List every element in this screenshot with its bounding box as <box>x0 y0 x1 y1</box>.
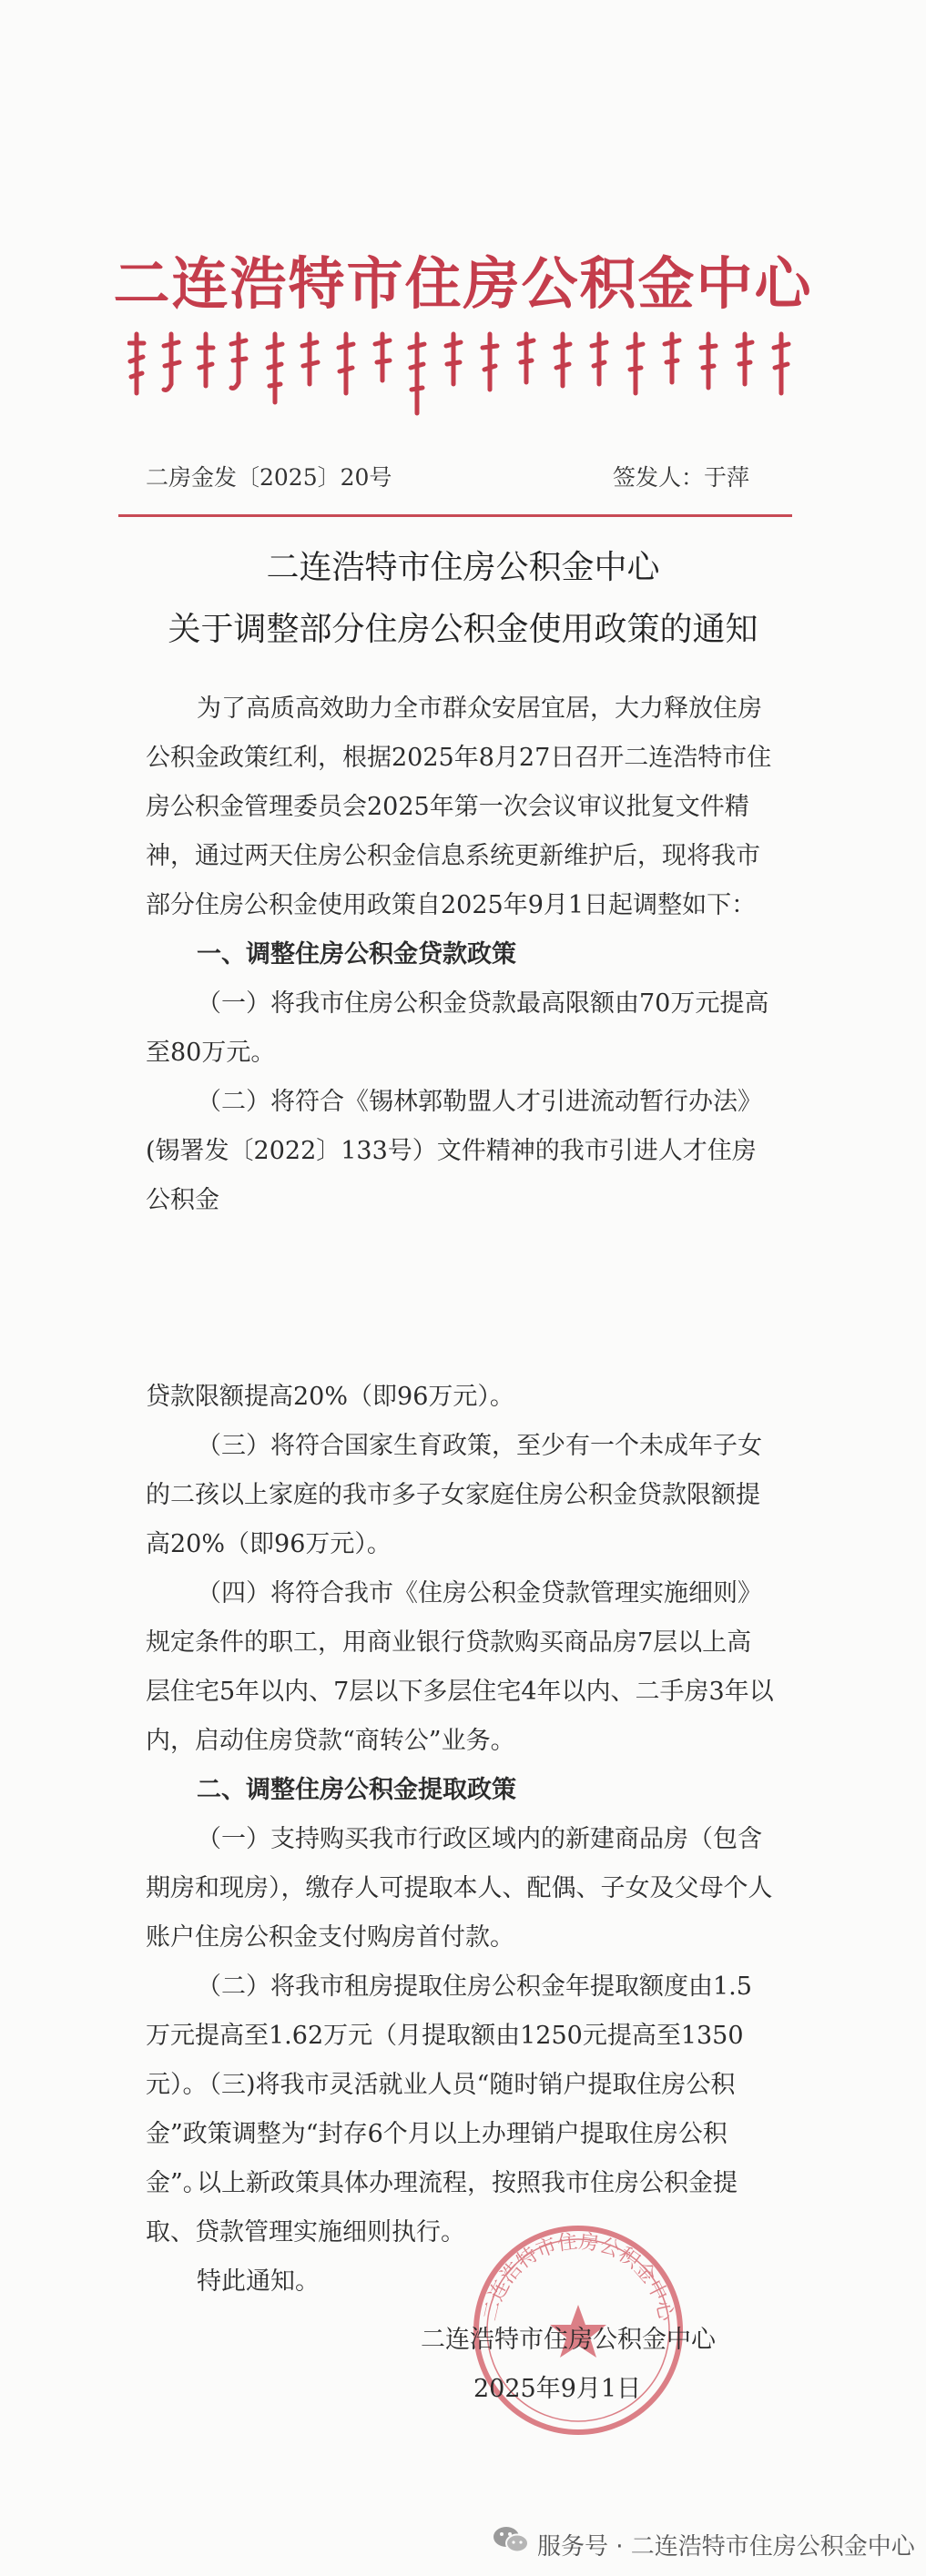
section2-item1: （一）支持购买我市行政区域内的新建商品房（包含期房和现房），缴存人可提取本人、配偶、子女及父母个人账户住房公积金支付购房首付款。 <box>146 1825 773 1952</box>
section1-item3: （三）将符合国家生育政策，至少有一个未成年子女的二孩以上家庭的我市多子女家庭住房公积金贷款限额提高20%（即96万元）。 <box>146 1432 762 1558</box>
doc-title-line2: 关于调整部分住房公积金使用政策的通知 <box>168 611 758 648</box>
wechat-icon <box>492 2523 530 2556</box>
section2-heading: 二、调整住房公积金提取政策 <box>197 1776 516 1804</box>
signature-date: 2025年9月1日 <box>473 2375 642 2403</box>
section1-item1: （一）将我市住房公积金贷款最高限额由70万元提高至80万元。 <box>146 989 769 1067</box>
section2-item2: （二）将我市租房提取住房公积金年提取额度由1.5万元提高至1.62万元（月提取额由1250元提高至1350元）。 <box>146 1973 752 2099</box>
document-number: 二房金发〔2025〕20号 <box>146 464 392 491</box>
section1-item4: （四）将符合我市《住房公积金贷款管理实施细则》规定条件的职工，用商业银行贷款购买商品房7层以上高层住宅5年以内、7层以下多层住宅4年以内、二手房3年以内，启动住房贷款“商转公”业务。 <box>146 1579 774 1755</box>
doc-title-line1: 二连浩特市住房公积金中心 <box>266 549 660 586</box>
seal-text: 二连浩特市住房公积金中心 <box>479 2230 677 2324</box>
signature-org: 二连浩特市住房公积金中心 <box>421 2326 716 2354</box>
mongolian-script-icon <box>127 320 801 421</box>
notice-line: 特此通知。 <box>197 2267 320 2296</box>
section2-item3: （三)将我市灵活就业人员“随时销户提取住房公积金”政策调整为“封存6个月以上办理销户提取住房公积金”。 <box>146 2071 736 2197</box>
intro-paragraph: 为了高质高效助力全市群众安居宜居，大力释放住房公积金政策红利，根据2025年8月27日召开二连浩特市住房公积金管理委员会2025年第一次会议审议批复文件精神，通过两天住房公积金信息系统更新维护后，现将我市部分住房公积金使用政策自2025年9月1日起调整如下： <box>146 695 772 919</box>
red-divider <box>118 514 792 517</box>
section1-item2-part1: （二）将符合《锡林郭勒盟人才引进流动暂行办法》(锡署发〔2022〕133号）文件精神的我市引进人才住房公积金 <box>146 1088 762 1214</box>
footer-account-label[interactable]: 服务号 · 二连浩特市住房公积金中心 <box>537 2533 915 2561</box>
section1-heading: 一、调整住房公积金贷款政策 <box>197 940 516 969</box>
signer: 签发人：于萍 <box>613 464 750 491</box>
org-header-title: 二连浩特市住房公积金中心 <box>113 250 813 317</box>
closing-paragraph: 以上新政策具体办理流程，按照我市住房公积金提取、贷款管理实施细则执行。 <box>146 2169 738 2246</box>
section1-item2-part2: 贷款限额提高20%（即96万元）。 <box>146 1383 514 1411</box>
